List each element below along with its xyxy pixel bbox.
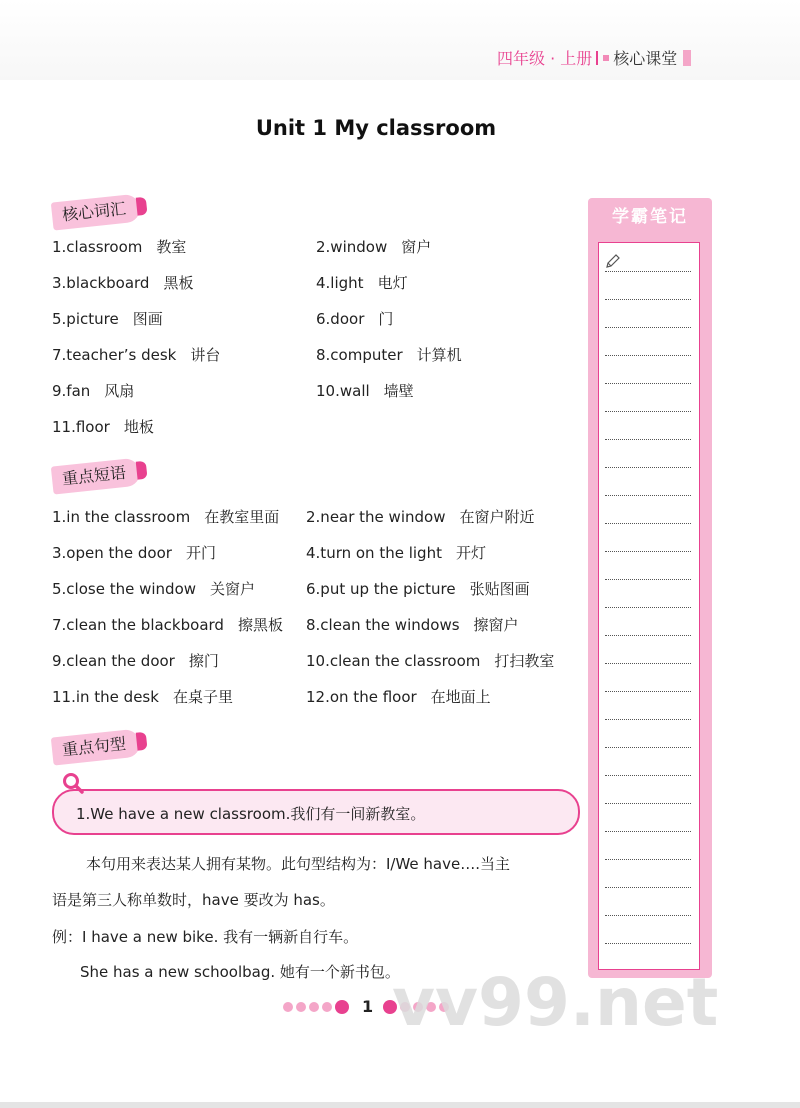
note-line [605, 607, 691, 608]
vocab-item [52, 344, 220, 365]
phrase-chinese: 在地面上 [430, 688, 491, 706]
phrase-item [306, 542, 486, 563]
vocab-item [316, 236, 431, 257]
explanation-line-2: 语是第三人称单数时，have 要改为 has。 [52, 891, 335, 909]
vocab-chinese: 风扇 [104, 382, 135, 400]
note-line [605, 579, 691, 580]
key-sentence-box [52, 789, 580, 835]
phrase-english: 2.near the window [306, 508, 446, 526]
explanation-line-1: 本句用来表达某人拥有某物。此句型结构为：I/We have….当主 [86, 855, 511, 873]
phrase-english: 10.clean the classroom [306, 652, 481, 670]
page-title: Unit 1 My classroom [255, 116, 497, 140]
phrase-chinese: 在教室里面 [204, 508, 280, 526]
notes-title: 学霸笔记 [612, 207, 688, 227]
phrase-item [306, 650, 554, 671]
bottom-edge [0, 1102, 800, 1108]
note-line [605, 439, 691, 440]
phrase-item [52, 578, 255, 599]
note-line [605, 691, 691, 692]
notes-panel [588, 198, 712, 978]
vocab-chinese: 教室 [156, 238, 187, 256]
header-brand: 核心课堂 [613, 49, 678, 68]
phrase-english: 1.in the classroom [52, 508, 191, 526]
vocab-chinese: 地板 [123, 418, 154, 436]
watermark: vv99.net [392, 964, 719, 1041]
vocab-chinese: 图画 [132, 310, 163, 328]
footer-dot-icon [296, 1002, 306, 1012]
footer-dot-icon [322, 1002, 332, 1012]
phrase-english: 4.turn on the light [306, 544, 442, 562]
vocab-english: 10.wall [316, 382, 370, 400]
running-header [497, 46, 691, 69]
phrase-chinese: 在桌子里 [172, 688, 233, 706]
note-line [605, 887, 691, 888]
vocab-english: 3.blackboard [52, 274, 150, 292]
note-line [605, 327, 691, 328]
note-line [605, 495, 691, 496]
phrase-chinese: 关窗户 [210, 580, 256, 598]
note-line [605, 663, 691, 664]
vocab-english: 4.light [316, 274, 364, 292]
note-line [605, 411, 691, 412]
vocab-item [316, 308, 393, 329]
vocab-chinese: 讲台 [190, 346, 221, 364]
vocab-item [52, 272, 193, 293]
header-square-icon [603, 55, 609, 61]
footer-dot-icon [309, 1002, 319, 1012]
phrase-item [52, 686, 233, 707]
phrase-chinese: 开灯 [455, 544, 486, 562]
header-bar-icon [683, 50, 691, 66]
note-line [605, 747, 691, 748]
page-number: 1 [362, 997, 374, 1016]
note-line [605, 943, 691, 944]
phrase-item [306, 578, 530, 599]
phrase-english: 6.put up the picture [306, 580, 456, 598]
vocab-item [316, 380, 414, 401]
note-line [605, 803, 691, 804]
phrase-chinese: 开门 [185, 544, 216, 562]
note-line [605, 551, 691, 552]
vocab-item [52, 416, 154, 437]
footer-dot-icon [335, 1000, 349, 1014]
pencil-icon [605, 253, 621, 269]
vocab-chinese: 墙壁 [383, 382, 414, 400]
phrase-item [52, 506, 279, 527]
note-line [605, 299, 691, 300]
vocab-english: 9.fan [52, 382, 91, 400]
phrase-item [52, 650, 219, 671]
note-line [605, 355, 691, 356]
vocab-item [316, 344, 462, 365]
vocab-english: 2.window [316, 238, 388, 256]
vocab-chinese: 计算机 [416, 346, 462, 364]
vocab-item [52, 380, 134, 401]
note-line [605, 719, 691, 720]
example-line-2: She has a new schoolbag. 她有一个新书包。 [80, 963, 400, 981]
header-grade: 四年级 · 上册 [497, 49, 593, 68]
phrase-english: 12.on the floor [306, 688, 417, 706]
note-line [605, 467, 691, 468]
section-tag-phrases: 重点短语 [51, 457, 141, 494]
note-line [605, 383, 691, 384]
phrase-chinese: 打扫教室 [494, 652, 555, 670]
vocab-english: 7.teacher’s desk [52, 346, 177, 364]
vocab-chinese: 窗户 [401, 238, 432, 256]
phrase-english: 8.clean the windows [306, 616, 460, 634]
vocab-chinese: 黑板 [163, 274, 194, 292]
vocab-item [52, 236, 186, 257]
vocab-item [316, 272, 408, 293]
vocab-english: 11.floor [52, 418, 110, 436]
note-line [605, 523, 691, 524]
note-line [605, 775, 691, 776]
phrase-chinese: 擦窗户 [473, 616, 519, 634]
phrase-item [306, 506, 534, 527]
section-tag-vocab: 核心词汇 [51, 193, 141, 230]
phrase-chinese: 张贴图画 [469, 580, 530, 598]
section-tag-sentences: 重点句型 [51, 728, 141, 765]
header-divider [596, 51, 598, 65]
vocab-english: 1.classroom [52, 238, 143, 256]
notes-area [598, 242, 700, 970]
phrase-english: 3.open the door [52, 544, 172, 562]
vocab-english: 6.door [316, 310, 365, 328]
phrase-chinese: 擦门 [188, 652, 219, 670]
vocab-english: 8.computer [316, 346, 403, 364]
vocab-chinese: 门 [378, 310, 394, 328]
phrase-english: 11.in the desk [52, 688, 159, 706]
footer-dot-icon [283, 1002, 293, 1012]
vocab-chinese: 电灯 [377, 274, 408, 292]
note-line [605, 915, 691, 916]
phrase-item [52, 614, 283, 635]
note-line [605, 635, 691, 636]
vocab-item [52, 308, 163, 329]
phrase-item [306, 686, 491, 707]
note-lines [605, 271, 691, 971]
example-line-1: 例：I have a new bike. 我有一辆新自行车。 [52, 928, 359, 946]
key-sentence: 1.We have a new classroom.我们有一间新教室。 [76, 805, 426, 823]
phrase-english: 9.clean the door [52, 652, 175, 670]
phrase-chinese: 在窗户附近 [459, 508, 535, 526]
phrase-english: 7.clean the blackboard [52, 616, 224, 634]
magnifier-icon [62, 772, 84, 794]
phrase-chinese: 擦黑板 [237, 616, 283, 634]
note-line [605, 831, 691, 832]
note-line [605, 271, 691, 272]
note-line [605, 859, 691, 860]
phrase-item [52, 542, 216, 563]
phrase-english: 5.close the window [52, 580, 197, 598]
vocab-english: 5.picture [52, 310, 119, 328]
phrase-item [306, 614, 519, 635]
